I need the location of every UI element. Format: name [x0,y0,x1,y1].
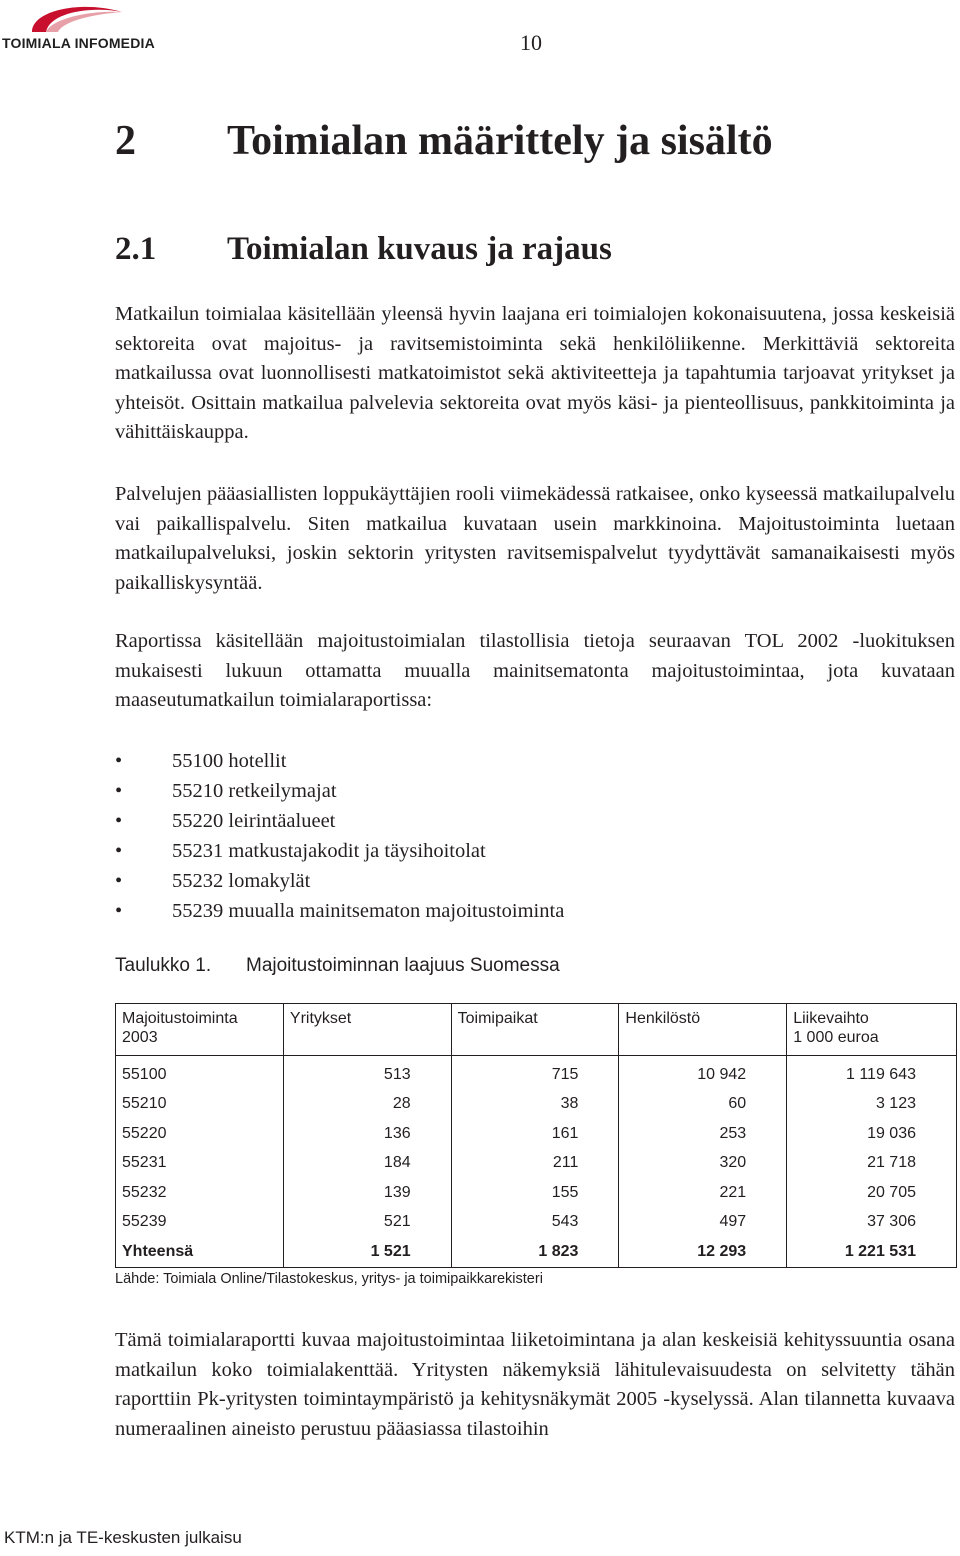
column-header: Henkilöstö [619,1004,787,1056]
table-cell: 221 [619,1178,787,1208]
column-header: Yritykset [283,1004,451,1056]
table-cell: 37 306 [787,1208,957,1238]
table-cell: 38 [451,1090,619,1120]
table-cell: 19 036 [787,1119,957,1149]
body-paragraph-2: Palvelujen pääasiallisten loppukäyttäjien rooli viimekädessä ratkaisee, onko kyseessä matkailupalvelu vai paikallispalvelu. Siten matkailua kuvataan usein markkinoina. Majoitustoiminta luetaan matkailupalveluksi, joskin sektorin yritysten ravitsemispalvelut tyydyttävät samanaikaisesti myös paikalliskysyntää. [115,483,955,594]
table-cell: 55231 [116,1149,284,1179]
table-cell: 28 [283,1090,451,1120]
list-item: • 55239 muualla mainitsematon majoitustoiminta [115,900,565,922]
table-cell: 21 718 [787,1149,957,1179]
list-item-text: 55100 hotellit [172,750,287,772]
table-cell: 320 [619,1149,787,1179]
list-item: • 55100 hotellit [115,750,287,772]
table-cell: 136 [283,1119,451,1149]
table-row [116,1208,957,1238]
table-cell: 184 [283,1149,451,1179]
section-heading [115,230,612,270]
table-caption-title: Majoitustoiminnan laajuus Suomessa [246,955,560,976]
list-item-text: 55232 lomakylät [172,870,311,892]
section-number: 2.1 [115,231,157,267]
body-paragraph-1: Matkailun toimialaa käsitellään yleensä hyvin laajana eri toimialojen kokonaisuutena, jossa keskeisiä sektoreita ovat majoitus- ja ravitsemistoiminta sekä henkilöliikenne. Merkittäviä sektoreita matkailussa ovat luonnollisesti matkatoimistot sekä aktiviteetteja ja tapahtumia tarjoavat yritykset ja yhteisöt. Osittain matkailua palvelevia sektoreita ovat myös käsi- ja pienteollisuus, pankkitoiminta ja vähittäiskauppa. [115,303,955,444]
table-cell: 60 [619,1090,787,1120]
logo-text: TOIMIALA INFOMEDIA [2,35,155,51]
list-item-text: 55210 retkeilymajat [172,780,337,802]
table-cell: 521 [283,1208,451,1238]
table-cell: 211 [451,1149,619,1179]
column-header: Toimipaikat [451,1004,619,1056]
body-paragraph-4: Tämä toimialaraportti kuvaa majoitustoimintaa liiketoimintana ja alan keskeisiä kehityssuuntia osana matkailun koko toimialakenttää. Yritysten näkemyksiä lähitulevaisuudesta on selvitetty tähän raporttiin Pk-yritysten toimintaympäristö ja kehitysnäkymät 2005 -kyselyssä. Alan tilannetta kuvaava numeraalinen aineisto perustuu pääasiassa tilastoihin [115,1329,955,1440]
table-cell: 139 [283,1178,451,1208]
accommodation-table [115,1003,957,1268]
table-header-row [116,1004,957,1056]
table-cell: 543 [451,1208,619,1238]
chapter-title: Toimialan määrittely ja sisältö [227,118,773,164]
publisher-logo [0,0,180,55]
list-item-text: 55239 muualla mainitsematon majoitustoiminta [172,900,565,922]
column-header: Liikevaihto 1 000 euroa [787,1004,957,1056]
chapter-number: 2 [115,118,136,164]
list-item-text: 55231 matkustajakodit ja täysihoitolat [172,840,486,862]
tol-class-list [115,746,564,926]
section-title: Toimialan kuvaus ja rajaus [227,231,612,267]
table-cell: 513 [283,1056,451,1090]
body-paragraph-3: Raportissa käsitellään majoitustoimialan tilastollisia tietoja seuraavan TOL 2002 -luokituksen mukaisesti lukuun ottamatta muualla mainitsematonta majoitustoimintaa, jota kuvataan maaseutumatkailun toimialaraportissa: [115,630,955,712]
table-cell: 497 [619,1208,787,1238]
table-cell: 3 123 [787,1090,957,1120]
table-row [116,1056,957,1090]
table-row [116,1090,957,1120]
list-item: • 55231 matkustajakodit ja täysihoitolat [115,840,486,862]
list-item: • 55232 lomakylät [115,870,311,892]
table-cell: Yhteensä [116,1237,284,1267]
table-row [116,1178,957,1208]
table-caption [115,955,560,977]
table-cell: 155 [451,1178,619,1208]
table-cell: 715 [451,1056,619,1090]
table-source-note: Lähde: Toimiala Online/Tilastokeskus, yritys- ja toimipaikkarekisteri [115,1271,543,1287]
table-row [116,1149,957,1179]
table-row [116,1119,957,1149]
table-cell: 1 521 [283,1237,451,1267]
page-number: 10 [520,30,542,55]
table-cell: 1 823 [451,1237,619,1267]
chapter-heading [115,116,773,166]
list-item-text: 55220 leirintäalueet [172,810,336,832]
table-cell: 1 221 531 [787,1237,957,1267]
table-cell: 20 705 [787,1178,957,1208]
table-cell: 1 119 643 [787,1056,957,1090]
list-item: • 55220 leirintäalueet [115,810,336,832]
table-cell: 55210 [116,1090,284,1120]
table-cell: 161 [451,1119,619,1149]
table-cell: 55239 [116,1208,284,1238]
column-header: Majoitustoiminta 2003 [116,1004,284,1056]
table-cell: 10 942 [619,1056,787,1090]
table-caption-label: Taulukko 1. [115,955,212,976]
table-cell: 55232 [116,1178,284,1208]
table-total-row [116,1237,957,1267]
page-footer: KTM:n ja TE-keskusten julkaisu [4,1528,242,1547]
table-cell: 12 293 [619,1237,787,1267]
list-item: • 55210 retkeilymajat [115,780,337,802]
table-cell: 55220 [116,1119,284,1149]
table-cell: 253 [619,1119,787,1149]
logo-swoosh-icon [22,0,142,40]
table-cell: 55100 [116,1056,284,1090]
